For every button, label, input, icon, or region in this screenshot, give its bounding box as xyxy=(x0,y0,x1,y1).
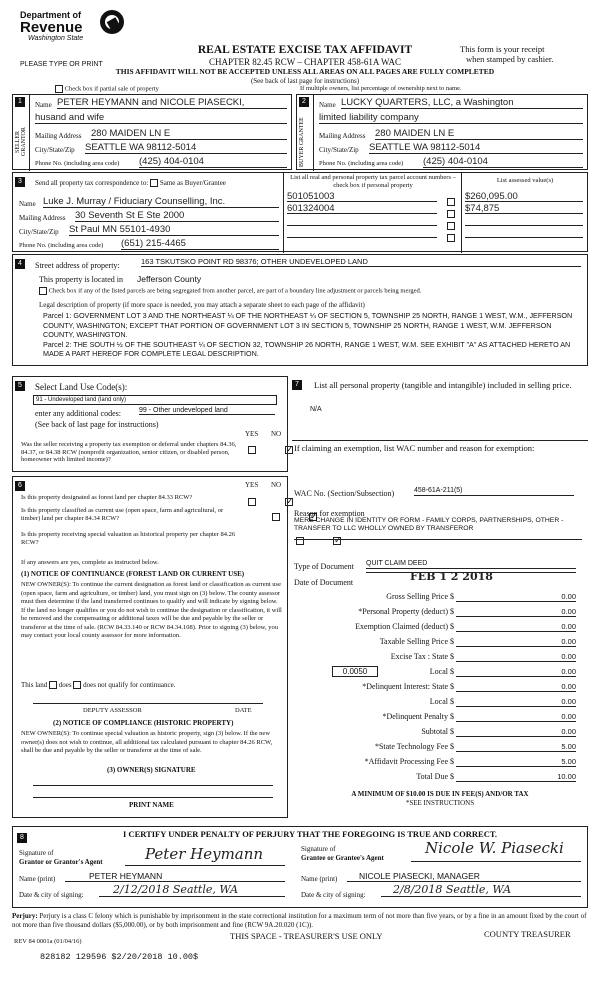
assessor-signature-line[interactable] xyxy=(33,703,263,704)
if-yes-instructions: If any answers are yes, complete as instructed below. xyxy=(21,559,159,566)
same-as-buyer-label: Same as Buyer/Grantee xyxy=(159,179,226,187)
receipt-line2: when stamped by cashier. xyxy=(466,54,554,64)
section-7-financial xyxy=(292,376,588,818)
dept-line3: Washington State xyxy=(28,35,84,42)
located-label: This property is located in xyxy=(39,275,123,284)
land-use-select[interactable]: 91 - Undeveloped land (land only) xyxy=(33,395,277,405)
perjury-text: Perjury is a class C felony which is punishable by imprisonment in the state correctional institution for a maximum term of not more than five years, or by a fine in an amount fixed by the court of not more than five thousand dollars ($5,000.00), or by both imprisonment and fine (RCW 9A.20.020 (1C)). xyxy=(12,912,587,929)
section-1-number: 1 xyxy=(15,97,25,107)
parcel-row xyxy=(285,215,587,227)
assessed-header: List assessed value(s) xyxy=(496,177,554,184)
land-use-label: Select Land Use Code(s): xyxy=(35,382,128,392)
section-7-number: 7 xyxy=(292,380,302,390)
state-technology-fee-label: *State Technology Fee $ xyxy=(374,742,454,751)
seller-phone-field[interactable]: (425) 404-0104 xyxy=(139,156,287,168)
legal-parcel-1: Parcel 1: GOVERNMENT LOT 3 AND THE NORTHEAST ¼ OF THE NORTHEAST ¼ OF SECTION 5, TOWNSHIP 25 NORTH, RANGE 1 WEST, W.M., JEFFERSON COUNTY, WASHINGTON; EXCEPT THAT PORTION OF GOVERNMENT LOT 3 IN SECTION 5, TOWNSHIP 25 NORTH, RANGE 1 WEST, W.M. JEFFERSON COUNTY, WASHINGTON. xyxy=(43,311,573,339)
parcel-number-field[interactable]: 601324004 xyxy=(287,203,437,214)
segregated-label: Check box if any of the listed parcels are being segregated from another parcel, are part of a boundary line adjustment or parcels being merged. xyxy=(48,287,422,295)
delinquent-interest-local-field[interactable]: 0.00 xyxy=(456,697,576,707)
deputy-assessor-label: DEPUTY ASSESSOR xyxy=(83,707,142,714)
historic-question: Is this property receiving special valuation as historical property per chapter 84.26 RCW? xyxy=(21,531,236,546)
owner-signature-line[interactable] xyxy=(33,785,273,786)
buyer-grantee-label: BUYER GRANTEE xyxy=(299,117,305,167)
wac-field[interactable]: 458-61A-211(5) xyxy=(414,487,574,496)
doc-date-label: Date of Document xyxy=(294,578,354,587)
assessed-value-field[interactable]: $260,095.00 xyxy=(465,191,583,202)
seller-mailing-label: Mailing Address xyxy=(35,132,82,140)
grantee-signature-line[interactable] xyxy=(411,861,581,862)
current-use-question: Is this property classified as current use (open space, farm and agricultural, or timber) land per chapter 84.34 RCW? xyxy=(21,507,224,522)
street-field[interactable]: 163 TSKUTSKO POINT RD 98376; OTHER UNDEVELOPED LAND xyxy=(141,257,581,267)
dor-logo-icon xyxy=(100,10,124,34)
delinquent-interest-state-label: *Delinquent Interest: State $ xyxy=(362,682,454,691)
seller-name-label: Name xyxy=(35,101,52,109)
grantor-name-label: Name (print) xyxy=(19,875,56,883)
personal-property-label: List all personal property (tangible and intangible) included in selling price. xyxy=(314,380,572,390)
section-3-correspondence xyxy=(12,172,588,252)
segregated-checkbox[interactable] xyxy=(39,287,47,295)
land-qualify-row xyxy=(21,681,175,689)
assessed-value-field[interactable] xyxy=(465,215,583,226)
partial-sale-checkbox[interactable] xyxy=(55,85,63,93)
treasurer-use-note: THIS SPACE - TREASURER'S USE ONLY xyxy=(230,931,383,941)
parcel-number-field[interactable]: 501051003 xyxy=(287,191,437,202)
section-2-number: 2 xyxy=(299,97,309,107)
grantee-name-field[interactable]: NICOLE PIASECKI, MANAGER xyxy=(347,871,581,882)
corr-name-label: Name xyxy=(19,200,36,208)
delinquent-interest-state-field[interactable]: 0.00 xyxy=(456,682,576,692)
see-back-land-use: (See back of last page for instructions) xyxy=(35,420,159,429)
parcel-row xyxy=(285,191,587,203)
exemption-claim-label: If claiming an exemption, list WAC number and reason for exemption: xyxy=(294,443,535,453)
does-not-label: does not xyxy=(83,681,107,689)
corr-name-field[interactable]: Luke J. Murray / Fiduciary Counselling, Inc. xyxy=(43,196,279,208)
grantor-sig-label-1: Signature of xyxy=(19,849,54,857)
wac-label: WAC No. (Section/Subsection) xyxy=(294,489,395,498)
corr-city-label: City/State/Zip xyxy=(19,228,59,236)
grantor-name-field[interactable]: PETER HEYMANN xyxy=(65,871,285,882)
total-due-label: Total Due $ xyxy=(416,772,454,781)
reason-label: Reason for exemption xyxy=(294,509,365,518)
buyer-phone-label: Phone No. (including area code) xyxy=(319,160,404,167)
section-5-land-use xyxy=(12,376,288,472)
grantor-date-field[interactable]: 2/12/2018 Seattle, WA xyxy=(99,883,285,897)
parcel-number-field[interactable] xyxy=(287,215,437,226)
form-warning: THIS AFFIDAVIT WILL NOT BE ACCEPTED UNLESS ALL AREAS ON ALL PAGES ARE FULLY COMPLETED xyxy=(115,67,495,76)
parcel-header: List all real and personal property tax parcel account numbers – check box if personal property xyxy=(290,174,456,189)
receipt-note xyxy=(460,44,553,64)
grantee-date-label: Date & city of signing: xyxy=(301,891,366,899)
same-as-buyer-checkbox[interactable] xyxy=(150,179,158,187)
notice-compliance-text: NEW OWNER(S): To continue special valuation as historic property, sign (3) below. If the new owner(s) does not wish to continue, all additional tax calculated pursuant to chapter 84.26 RCW, shall be due and payable by the seller or transferor at the time of sale. xyxy=(21,730,273,754)
does-checkbox[interactable] xyxy=(49,681,57,689)
delinquent-penalty-field[interactable]: 0.00 xyxy=(456,712,576,722)
cashier-stamp: 828182 129596 $2/20/2018 10.00$ xyxy=(40,952,199,962)
buyer-mailing-field[interactable]: 280 MAIDEN LN E xyxy=(375,128,583,140)
grantor-sig-label-2: Grantor or Grantor's Agent xyxy=(19,858,103,866)
parcel-number-field[interactable] xyxy=(287,227,437,238)
parcel-row xyxy=(285,203,587,215)
legal-desc-label: Legal description of property (if more space is needed, you may attach a separate sheet to each page of the affidavit) xyxy=(39,301,365,309)
section-3-number: 3 xyxy=(15,177,25,187)
assessed-value-field[interactable]: $74,875 xyxy=(465,203,583,214)
reason-field[interactable]: MERE CHANGE IN IDENTITY OR FORM - FAMILY CORPS, PARTNERSHIPS, OTHER - TRANSFER TO LLC WHOLLY OWNED BY TRANSFEROR xyxy=(294,517,564,532)
doc-date-field[interactable]: FEB 1 2 2018 xyxy=(410,570,493,583)
subtotal-field[interactable]: 0.00 xyxy=(456,727,576,737)
seller-city-label: City/State/Zip xyxy=(35,146,75,154)
gross-selling-price-label: Gross Selling Price $ xyxy=(386,592,454,601)
perjury-label: Perjury: xyxy=(12,912,38,920)
grantee-sig-label-2: Grantee or Grantee's Agent xyxy=(301,854,384,862)
seller-city-field[interactable]: SEATTLE WA 98112-5014 xyxy=(85,142,287,154)
form-title: REAL ESTATE EXCISE TAX AFFIDAVIT xyxy=(197,44,413,56)
no-header: NO xyxy=(271,430,282,438)
seller-mailing-field[interactable]: 280 MAIDEN LN E xyxy=(91,128,287,140)
taxable-selling-price-field[interactable]: 0.00 xyxy=(456,637,576,647)
forest-land-question: Is this property designated as forest land per chapter 84.33 RCW? xyxy=(21,494,193,501)
doc-type-field[interactable]: QUIT CLAIM DEED xyxy=(366,560,576,569)
delinquent-interest-local-label: Local $ xyxy=(429,697,454,706)
grantor-signature-line[interactable] xyxy=(125,865,285,866)
personal-property-field[interactable]: N/A xyxy=(310,406,322,413)
section-6-designation xyxy=(12,476,288,818)
grantor-signature: Peter Heymann xyxy=(145,845,264,863)
seller-phone-label: Phone No. (including area code) xyxy=(35,160,120,167)
section-6-number: 6 xyxy=(15,481,25,491)
see-back-top: (See back of last page for instructions) xyxy=(250,77,360,85)
print-name-label: PRINT NAME xyxy=(129,801,174,809)
section-4-property xyxy=(12,254,588,366)
gross-selling-price-field[interactable]: 0.00 xyxy=(456,592,576,602)
send-to-label: Send all property tax correspondence to: xyxy=(35,179,149,187)
additional-codes-label: enter any additional codes: xyxy=(35,409,121,418)
no-header: NO xyxy=(271,481,282,489)
forest-yes-checkbox[interactable] xyxy=(248,498,256,506)
minimum-due-note: A MINIMUM OF $10.00 IS DUE IN FEE(S) AND/OR TAX xyxy=(351,790,529,798)
does-label: does xyxy=(58,681,72,689)
partial-sale-label: Check box if partial sale of property xyxy=(64,85,159,93)
grantee-signature: Nicole W. Piasecki xyxy=(425,839,564,857)
personal-property-deduct-label: *Personal Property (deduct) $ xyxy=(358,607,454,616)
notice-continuance-text: NEW OWNER(S): To continue the current designation as forest land or classification as current use (open space, farm and agriculture, or timber) land, you must sign on (3) below. The county assessor must then determine if the land transferred continues to qualify and will indicate by signing below. If the land no longer qualifies or you do not wish to continue the designation or classification, it will be removed and the compensating or additional taxes will be due and payable by the seller or transferor at the time of sale. (RCW 84.33.140 or RCW 84.34.108). Prior to signing (3) below, you may contact your local county assessor for more information. xyxy=(21,581,282,639)
seller-name-field-2[interactable]: husand and wife xyxy=(35,112,287,124)
assessed-value-field[interactable] xyxy=(465,227,583,238)
state-technology-fee-field[interactable]: 5.00 xyxy=(456,742,576,752)
buyer-name-field[interactable]: LUCKY QUARTERS, LLC, a Washington xyxy=(341,97,583,109)
local-rate-field[interactable]: 0.0050 xyxy=(332,666,378,677)
corr-mailing-field[interactable]: 30 Seventh St E Ste 2000 xyxy=(75,210,279,222)
excise-tax-local-field[interactable]: 0.00 xyxy=(456,667,576,677)
certify-statement: I CERTIFY UNDER PENALTY OF PERJURY THAT THE FOREGOING IS TRUE AND CORRECT. xyxy=(123,829,498,839)
notice-compliance-title: (2) NOTICE OF COMPLIANCE (HISTORIC PROPERTY) xyxy=(53,719,234,727)
doc-type-label: Type of Document xyxy=(294,562,354,571)
section-8-number: 8 xyxy=(17,833,27,843)
form-revision: REV 84 0001a (01/04/16) xyxy=(14,938,82,945)
this-land-label: This land xyxy=(21,681,48,689)
legal-desc-field[interactable] xyxy=(43,311,573,359)
notice-continuance-title: (1) NOTICE OF CONTINUANCE (FOREST LAND OR CURRENT USE) xyxy=(21,570,245,578)
excise-tax-state-label: Excise Tax : State $ xyxy=(390,652,454,661)
seller-name-field[interactable]: PETER HEYMANN and NICOLE PIASECKI, xyxy=(57,97,287,109)
buyer-city-field[interactable]: SEATTLE WA 98112-5014 xyxy=(369,142,583,154)
yes-header: YES xyxy=(245,481,259,489)
section-1-seller xyxy=(12,94,292,170)
please-type: PLEASE TYPE OR PRINT xyxy=(20,61,103,68)
partial-sale-row xyxy=(55,85,159,93)
perjury-notice xyxy=(12,912,588,929)
street-label: Street address of property: xyxy=(35,261,120,270)
corr-mailing-label: Mailing Address xyxy=(19,214,66,222)
section-2-buyer xyxy=(296,94,588,170)
section-4-number: 4 xyxy=(15,259,25,269)
yes-header: YES xyxy=(245,430,259,438)
buyer-phone-field[interactable]: (425) 404-0104 xyxy=(423,156,583,168)
buyer-mailing-label: Mailing Address xyxy=(319,132,366,140)
exemption-yes-checkbox[interactable] xyxy=(248,446,256,454)
see-instructions-note: *SEE INSTRUCTIONS xyxy=(405,799,475,807)
taxable-selling-price-label: Taxable Selling Price $ xyxy=(379,637,454,646)
dor-logo xyxy=(20,10,130,58)
grantee-name-label: Name (print) xyxy=(301,875,338,883)
affidavit-processing-fee-label: *Affidavit Processing Fee $ xyxy=(364,757,454,766)
affidavit-processing-fee-field[interactable]: 5.00 xyxy=(456,757,576,767)
buyer-name-field-2[interactable]: limited liability company xyxy=(319,112,583,124)
delinquent-penalty-label: *Delinquent Penalty $ xyxy=(382,712,454,721)
buyer-city-label: City/State/Zip xyxy=(319,146,359,154)
grantee-date-field[interactable]: 2/8/2018 Seattle, WA xyxy=(381,883,581,897)
assessor-date-label: DATE xyxy=(235,707,252,714)
form-subtitle: CHAPTER 82.45 RCW – CHAPTER 458-61A WAC xyxy=(209,57,401,67)
receipt-line1: This form is your receipt xyxy=(460,44,545,54)
excise-tax-local-label: Local $ xyxy=(429,667,454,676)
section-8-certification xyxy=(12,826,588,908)
exemption-claimed-label: Exemption Claimed (deduct) $ xyxy=(355,622,454,631)
qualify-label: qualify for continuance. xyxy=(108,681,176,689)
dept-line2: Revenue xyxy=(20,19,83,36)
personal-property-deduct-field[interactable]: 0.00 xyxy=(456,607,576,617)
legal-parcel-2: Parcel 2: THE SOUTH ½ OF THE SOUTHEAST ¼ OF SECTION 32, TOWNSHIP 26 NORTH, RANGE 1 WEST, W.M. SEE EXHIBIT "A" AS ATTACHED HERETO AN MADE A PART HEREOF FOR COMPLETE LEGAL DESCRIPTION. xyxy=(43,339,571,358)
seller-grantor-label: SELLER GRANTOR xyxy=(15,127,27,157)
grantee-sig-label-1: Signature of xyxy=(301,845,336,853)
owner-signature-label: (3) OWNER(S) SIGNATURE xyxy=(107,766,196,774)
exemption-question: Was the seller receiving a property tax exemption or deferral under chapters 84.36, 84.37, or 84.38 RCW (nonprofit organization, senior citizen, or disabled person, homeowner with limited income)? xyxy=(21,441,237,463)
subtotal-label: Subtotal $ xyxy=(421,727,454,736)
grantor-date-label: Date & city of signing: xyxy=(19,891,84,899)
additional-codes-field[interactable]: 99 - Other undeveloped land xyxy=(139,407,275,415)
exemption-claimed-field[interactable]: 0.00 xyxy=(456,622,576,632)
print-name-line[interactable] xyxy=(33,797,273,798)
section-5-number: 5 xyxy=(15,381,25,391)
personal-property-checkbox[interactable] xyxy=(447,234,455,242)
current-use-yes-checkbox[interactable] xyxy=(272,513,280,521)
county-treasurer-label: COUNTY TREASURER xyxy=(484,929,571,939)
parcel-list xyxy=(285,191,587,239)
excise-tax-state-field[interactable]: 0.00 xyxy=(456,652,576,662)
total-due-field[interactable]: 10.00 xyxy=(456,772,576,782)
multiple-owners-note: If multiple owners, list percentage of ownership next to name. xyxy=(300,85,462,92)
parcel-row xyxy=(285,227,587,239)
segregated-row xyxy=(39,287,579,295)
dept-line1: Department of xyxy=(20,10,82,20)
does-not-checkbox[interactable] xyxy=(73,681,81,689)
send-to-row xyxy=(35,179,226,187)
corr-phone-field[interactable]: (651) 215-4465 xyxy=(121,238,279,250)
county-field[interactable]: Jefferson County xyxy=(137,274,202,284)
buyer-name-label: Name xyxy=(319,101,336,109)
corr-city-field[interactable]: St Paul MN 55101-4930 xyxy=(69,224,279,236)
corr-phone-label: Phone No. (including area code) xyxy=(19,242,104,249)
